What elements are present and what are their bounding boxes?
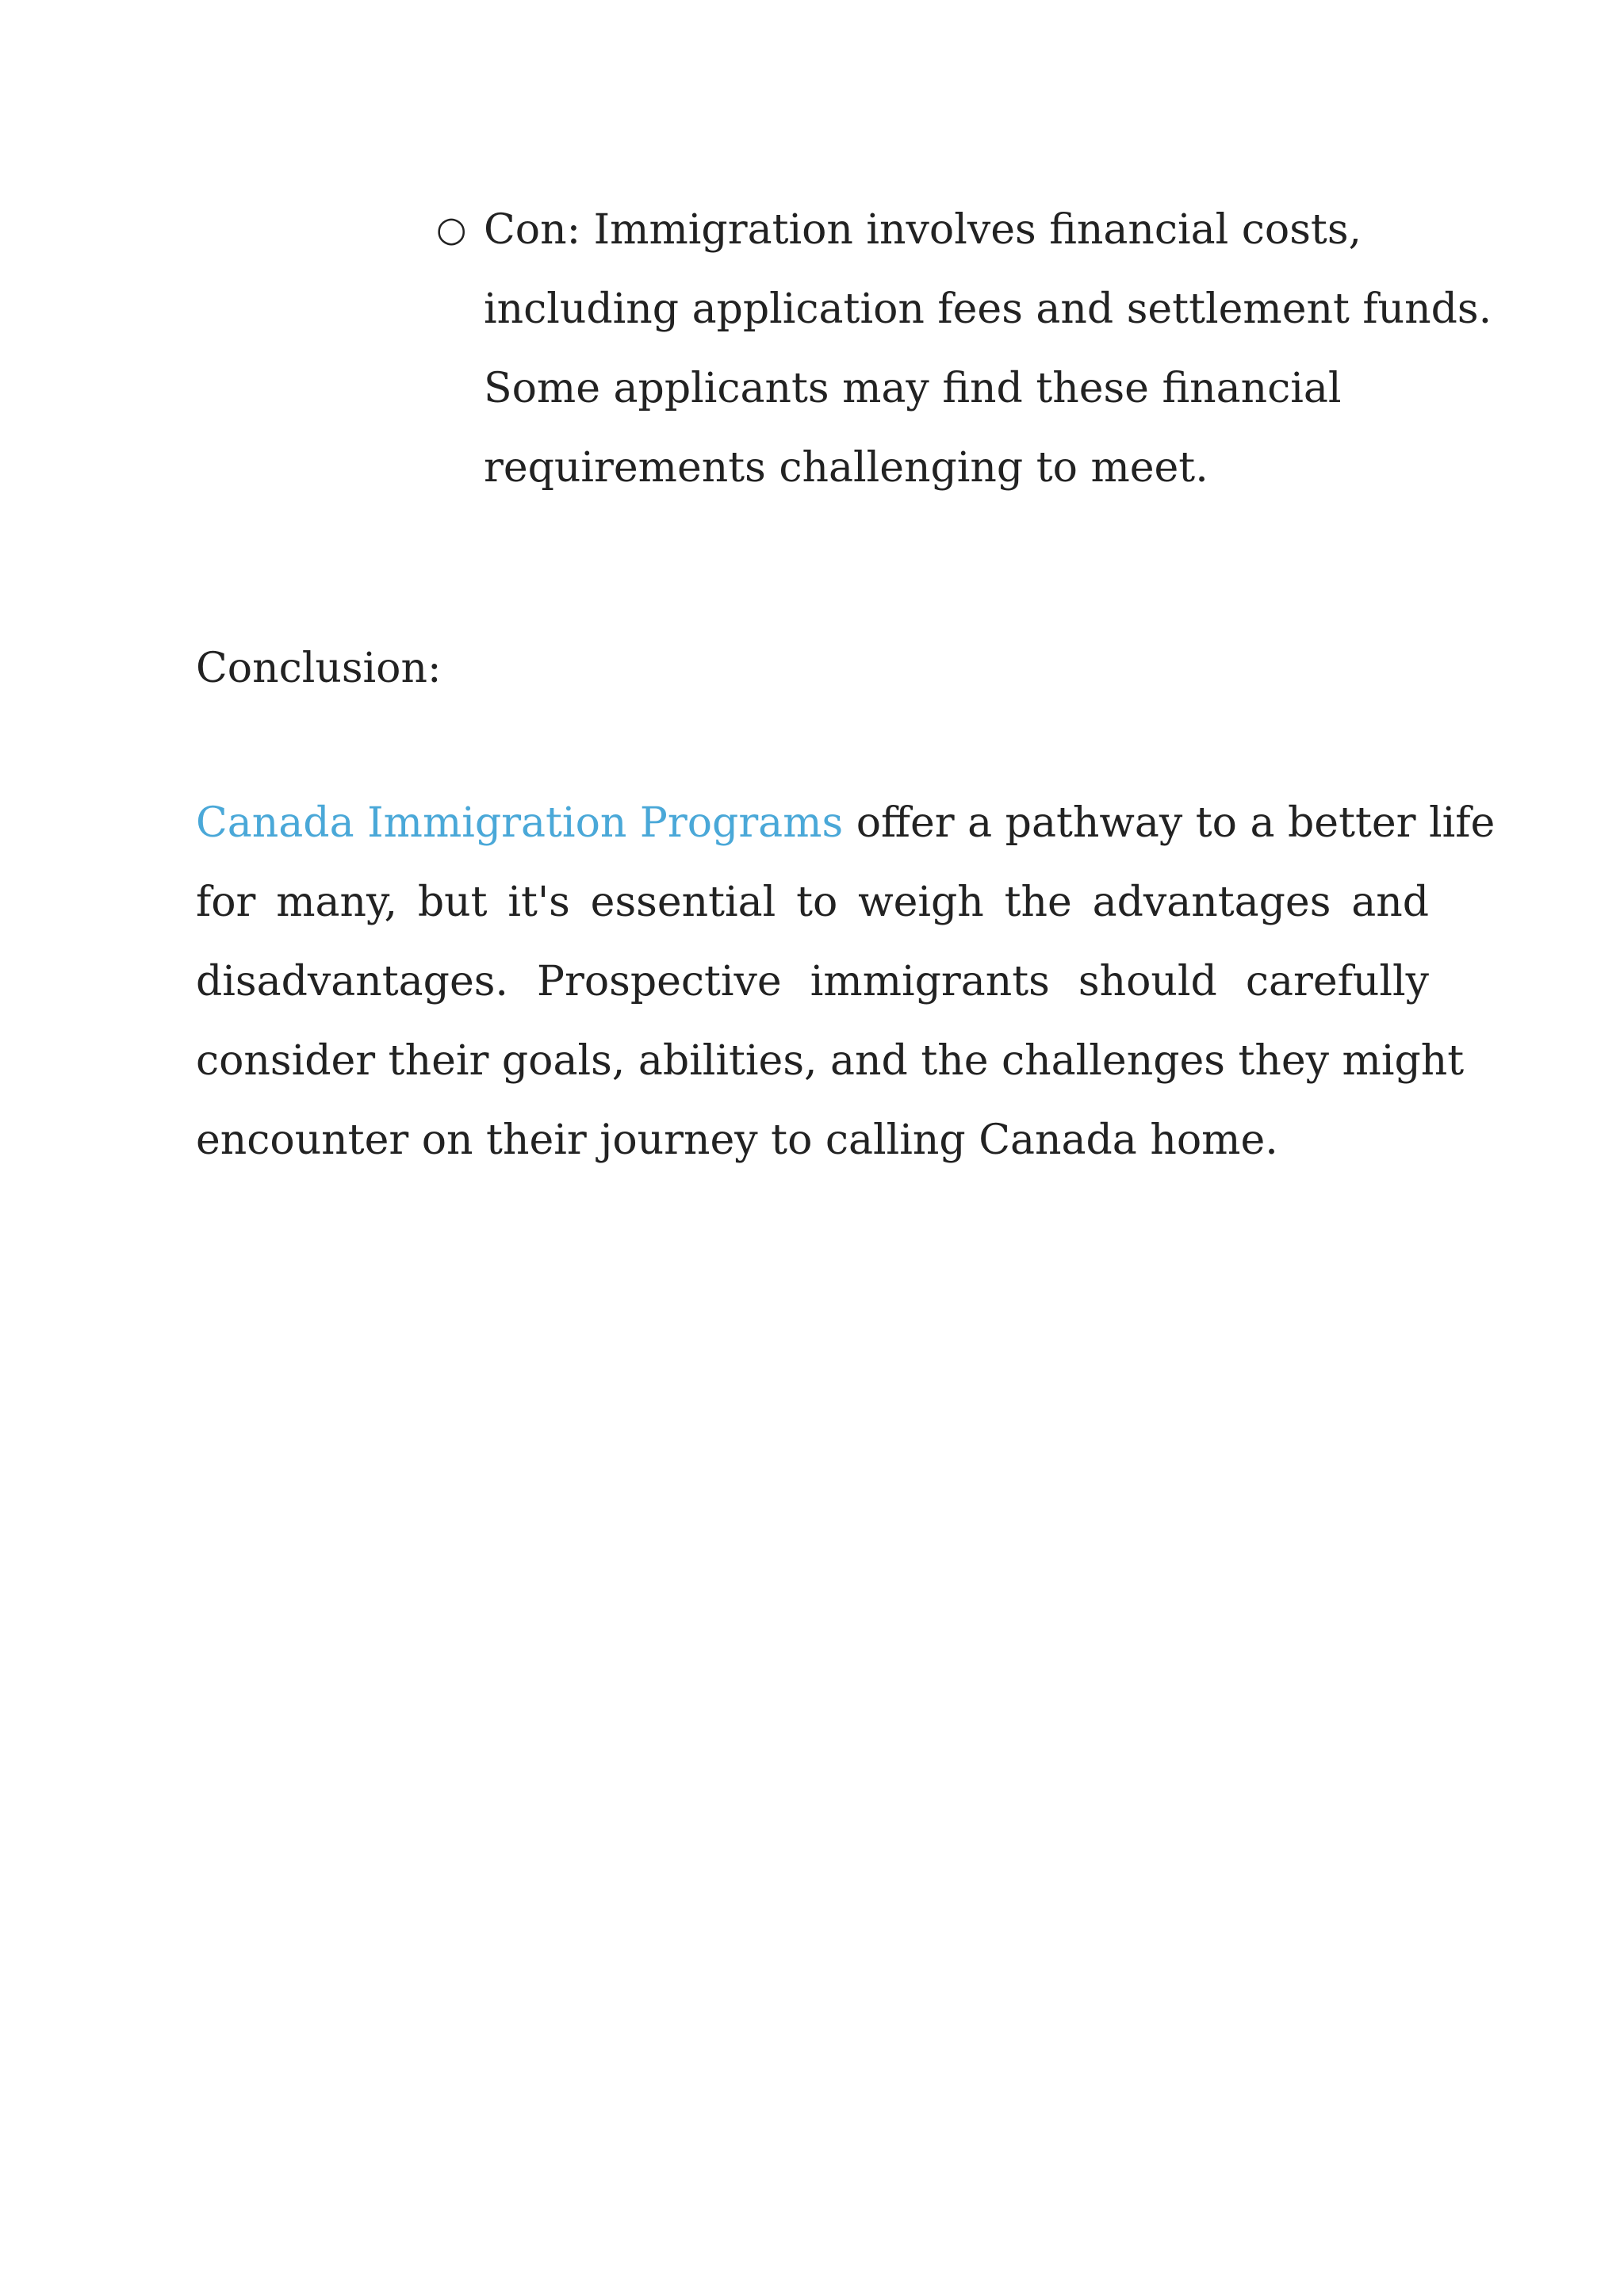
paragraph-line: consider their goals, abilities, and the challenges they might [196, 1037, 1465, 1085]
conclusion-heading: Conclusion: [196, 645, 442, 692]
canada-immigration-programs-link[interactable]: Canada Immigration Programs [196, 799, 844, 847]
bullet-line: requirements challenging to meet. [484, 444, 1208, 492]
bullet-line: Some applicants may find these financial [484, 365, 1342, 412]
bullet-line: including application fees and settlement funds. [484, 285, 1492, 333]
con-bullet-text [484, 190, 1492, 507]
paragraph-line: for many, but it's essential to weigh the advantages and [196, 879, 1429, 926]
hollow-circle-bullet-icon: ○ [436, 209, 467, 250]
paragraph-line [196, 783, 1496, 863]
bullet-line: Con: Immigration involves financial costs, [484, 206, 1362, 254]
conclusion-paragraph [196, 783, 1496, 1180]
paragraph-line-rest: offer a pathway to a better life [843, 799, 1496, 847]
paragraph-line: disadvantages. Prospective immigrants should carefully [196, 958, 1429, 1005]
paragraph-line: encounter on their journey to calling Canada home. [196, 1116, 1278, 1164]
